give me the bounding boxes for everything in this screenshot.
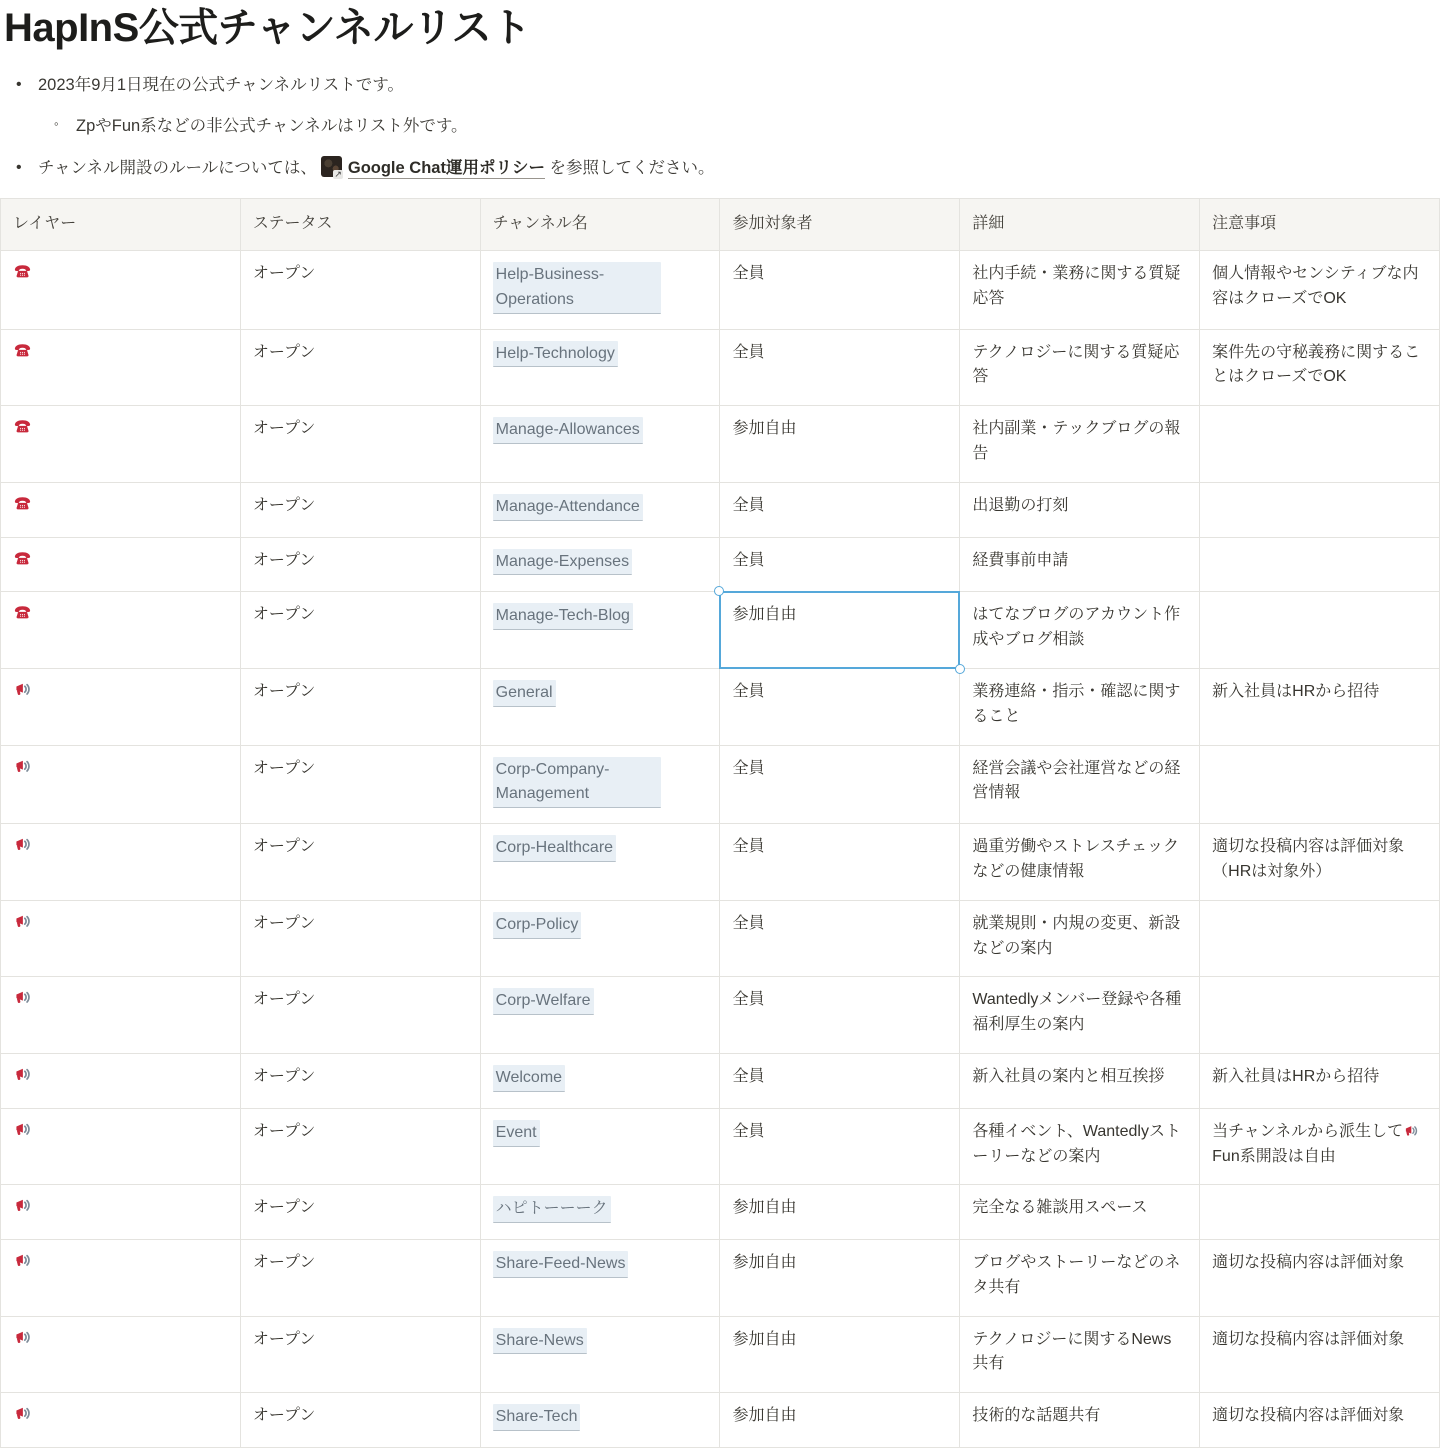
telephone-icon — [13, 603, 32, 622]
cell-status[interactable]: オープン — [240, 668, 480, 745]
cell-note[interactable]: 当チャンネルから派生してFun系開設は自由 — [1200, 1108, 1440, 1185]
cell-channel-name[interactable] — [480, 250, 720, 329]
telephone-icon — [13, 341, 32, 360]
channel-link[interactable]: Help-Technology — [493, 341, 618, 368]
bullet-text — [38, 155, 1440, 181]
cell-detail[interactable]: 完全なる雑談用スペース — [960, 1185, 1200, 1240]
cell-channel-name[interactable] — [480, 482, 720, 537]
loudspeaker-icon — [1403, 1123, 1419, 1139]
cell-detail[interactable]: 就業規則・内規の変更、新設などの案内 — [960, 900, 1200, 977]
cell-note[interactable] — [1200, 1185, 1440, 1240]
table-row — [1, 406, 1440, 483]
cell-note[interactable]: 新入社員はHRから招待 — [1200, 668, 1440, 745]
cell-participants[interactable]: 参加自由 — [720, 1240, 960, 1317]
bullet-marker: ◦ — [54, 116, 59, 132]
cell-status[interactable]: オープン — [240, 329, 480, 406]
link-suffix-text: を参照してください。 — [544, 158, 715, 177]
column-header[interactable]: 参加対象者 — [720, 199, 960, 251]
cell-detail[interactable]: ブログやストーリーなどのネタ共有 — [960, 1240, 1200, 1317]
channel-link[interactable]: Corp-Policy — [493, 912, 582, 939]
channel-link[interactable]: Corp-Company-Management — [493, 757, 661, 809]
cell-detail[interactable]: 社内副業・テックブログの報告 — [960, 406, 1200, 483]
cell-note[interactable]: 案件先の守秘義務に関することはクローズでOK — [1200, 329, 1440, 406]
cell-participants[interactable]: 参加自由 — [720, 406, 960, 483]
page-link-icon — [321, 156, 342, 177]
cell-channel-name[interactable] — [480, 1108, 720, 1185]
cell-channel-name[interactable] — [480, 1316, 720, 1393]
cell-detail[interactable]: 社内手続・業務に関する質疑応答 — [960, 250, 1200, 329]
list-item — [16, 155, 1440, 181]
cell-status[interactable]: オープン — [240, 1185, 480, 1240]
cell-status[interactable]: オープン — [240, 745, 480, 824]
table-row — [1, 1053, 1440, 1108]
cell-participants[interactable]: 全員 — [720, 824, 960, 901]
loudspeaker-icon — [13, 757, 32, 776]
cell-note[interactable] — [1200, 482, 1440, 537]
loudspeaker-icon — [13, 1065, 32, 1084]
cell-layer[interactable] — [1, 329, 241, 406]
cell-participants[interactable]: 参加自由 — [720, 1185, 960, 1240]
cell-status[interactable]: オープン — [240, 1108, 480, 1185]
cell-status[interactable]: オープン — [240, 592, 480, 669]
channel-link[interactable]: Help-Business-Operations — [493, 262, 661, 314]
cell-participants[interactable]: 全員 — [720, 537, 960, 592]
cell-detail[interactable]: 新入社員の案内と相互挨拶 — [960, 1053, 1200, 1108]
telephone-icon — [13, 549, 32, 568]
cell-participants[interactable]: 全員 — [720, 668, 960, 745]
telephone-icon — [13, 262, 32, 281]
google-chat-policy-link[interactable]: Google Chat運用ポリシー — [347, 158, 545, 177]
channel-link[interactable]: Manage-Allowances — [493, 417, 643, 444]
channel-link[interactable]: Share-News — [493, 1328, 587, 1355]
list-item — [16, 72, 1440, 98]
loudspeaker-icon — [13, 912, 32, 931]
cell-detail[interactable]: 経費事前申請 — [960, 537, 1200, 592]
intro-bullet-list — [16, 72, 1440, 181]
link-prefix-text: チャンネル開設のルールについては、 — [38, 158, 317, 177]
table-row — [1, 482, 1440, 537]
channel-link[interactable]: ハピトーーーク — [493, 1196, 611, 1223]
column-header[interactable]: ステータス — [240, 199, 480, 251]
cell-note[interactable] — [1200, 592, 1440, 669]
cell-layer[interactable] — [1, 1053, 241, 1108]
table-header-row — [1, 199, 1440, 251]
cell-selection-outline — [719, 591, 960, 669]
cell-detail[interactable]: はてなブログのアカウント作成やブログ相談 — [960, 592, 1200, 669]
cell-layer[interactable] — [1, 1393, 241, 1448]
cell-participants[interactable]: 全員 — [720, 1108, 960, 1185]
table-row — [1, 977, 1440, 1054]
cell-status[interactable]: オープン — [240, 900, 480, 977]
cell-detail[interactable]: 過重労働やストレスチェックなどの健康情報 — [960, 824, 1200, 901]
cell-participants[interactable]: 全員 — [720, 482, 960, 537]
cell-layer[interactable] — [1, 592, 241, 669]
cell-layer[interactable] — [1, 668, 241, 745]
loudspeaker-icon — [13, 680, 32, 699]
bullet-text: 2023年9月1日現在の公式チャンネルリストです。 — [38, 76, 404, 94]
table-row — [1, 1393, 1440, 1448]
cell-detail[interactable]: 技術的な話題共有 — [960, 1393, 1200, 1448]
cell-participants[interactable]: 全員 — [720, 329, 960, 406]
cell-note[interactable]: 適切な投稿内容は評価対象 — [1200, 1393, 1440, 1448]
cell-layer[interactable] — [1, 537, 241, 592]
table-row — [1, 250, 1440, 329]
cell-channel-name[interactable] — [480, 668, 720, 745]
cell-layer[interactable] — [1, 1185, 241, 1240]
cell-status[interactable]: オープン — [240, 537, 480, 592]
cell-channel-name[interactable] — [480, 592, 720, 669]
loudspeaker-icon — [13, 1251, 32, 1270]
channel-table-body — [1, 250, 1440, 1447]
cell-note[interactable] — [1200, 537, 1440, 592]
cell-channel-name[interactable] — [480, 537, 720, 592]
cell-channel-name[interactable] — [480, 1240, 720, 1317]
cell-note[interactable]: 個人情報やセンシティブな内容はクローズでOK — [1200, 250, 1440, 329]
column-header[interactable]: 詳細 — [960, 199, 1200, 251]
table-row — [1, 1240, 1440, 1317]
cell-note[interactable] — [1200, 977, 1440, 1054]
loudspeaker-icon — [13, 1120, 32, 1139]
channel-link[interactable]: Manage-Attendance — [493, 494, 643, 521]
table-row — [1, 745, 1440, 824]
cell-layer[interactable] — [1, 900, 241, 977]
cell-note[interactable]: 適切な投稿内容は評価対象 — [1200, 1240, 1440, 1317]
cell-status[interactable]: オープン — [240, 482, 480, 537]
loudspeaker-icon — [13, 1196, 32, 1215]
channel-link[interactable]: Event — [493, 1120, 540, 1147]
table-row — [1, 537, 1440, 592]
cell-detail[interactable]: Wantedlyメンバー登録や各種福利厚生の案内 — [960, 977, 1200, 1054]
cell-status[interactable]: オープン — [240, 977, 480, 1054]
channel-link[interactable]: Share-Feed-News — [493, 1251, 629, 1278]
bullet-text: ZpやFun系などの非公式チャンネルはリスト外です。 — [76, 117, 468, 136]
table-row — [1, 592, 1440, 669]
channel-link[interactable]: Corp-Healthcare — [493, 835, 616, 862]
loudspeaker-icon — [13, 988, 32, 1007]
cell-participants[interactable]: 全員 — [720, 900, 960, 977]
telephone-icon — [13, 417, 32, 436]
cell-status[interactable]: オープン — [240, 824, 480, 901]
cell-channel-name[interactable] — [480, 824, 720, 901]
cell-channel-name[interactable] — [480, 977, 720, 1054]
channel-link[interactable]: Corp-Welfare — [493, 988, 594, 1015]
channel-link[interactable]: Manage-Expenses — [493, 549, 632, 576]
cell-layer[interactable] — [1, 745, 241, 824]
telephone-icon — [13, 494, 32, 513]
loudspeaker-icon — [13, 835, 32, 854]
cell-layer[interactable] — [1, 977, 241, 1054]
loudspeaker-icon — [13, 1328, 32, 1347]
column-header[interactable]: 注意事項 — [1200, 199, 1440, 251]
cell-detail[interactable]: 業務連絡・指示・確認に関すること — [960, 668, 1200, 745]
cell-channel-name[interactable] — [480, 406, 720, 483]
cell-detail[interactable]: 各種イベント、Wantedlyストーリーなどの案内 — [960, 1108, 1200, 1185]
channel-link[interactable]: General — [493, 680, 556, 707]
cell-note[interactable] — [1200, 745, 1440, 824]
channel-link[interactable]: Manage-Tech-Blog — [493, 603, 633, 630]
cell-channel-name[interactable] — [480, 1393, 720, 1448]
cell-channel-name[interactable] — [480, 900, 720, 977]
cell-channel-name[interactable] — [480, 329, 720, 406]
cell-layer[interactable] — [1, 406, 241, 483]
cell-participants[interactable]: 全員 — [720, 977, 960, 1054]
table-row — [1, 329, 1440, 406]
channel-table — [0, 198, 1440, 1448]
table-row — [1, 1316, 1440, 1393]
table-row — [1, 1108, 1440, 1185]
cell-participants[interactable]: 参加自由 — [720, 592, 960, 669]
cell-layer[interactable] — [1, 1240, 241, 1317]
cell-channel-name[interactable] — [480, 1185, 720, 1240]
table-row — [1, 668, 1440, 745]
cell-detail[interactable]: 経営会議や会社運営などの経営情報 — [960, 745, 1200, 824]
cell-participants[interactable]: 全員 — [720, 250, 960, 329]
cell-participants[interactable]: 参加自由 — [720, 1393, 960, 1448]
cell-participants[interactable]: 参加自由 — [720, 1316, 960, 1393]
page-title: HapInS公式チャンネルリスト — [4, 6, 531, 50]
cell-status[interactable]: オープン — [240, 1053, 480, 1108]
cell-layer[interactable] — [1, 1316, 241, 1393]
selection-handle[interactable] — [714, 586, 724, 596]
table-row — [1, 824, 1440, 901]
channel-link[interactable]: Share-Tech — [493, 1404, 581, 1431]
column-header[interactable]: チャンネル名 — [480, 199, 720, 251]
list-item — [54, 113, 1440, 139]
cell-detail[interactable]: 出退勤の打刻 — [960, 482, 1200, 537]
bullet-marker: • — [16, 76, 22, 93]
cell-channel-name[interactable] — [480, 745, 720, 824]
channel-table-header — [1, 199, 1440, 251]
cell-note[interactable]: 適切な投稿内容は評価対象（HRは対象外） — [1200, 824, 1440, 901]
cell-status[interactable]: オープン — [240, 1316, 480, 1393]
cell-detail[interactable]: テクノロジーに関する質疑応答 — [960, 329, 1200, 406]
cell-layer[interactable] — [1, 250, 241, 329]
cell-status[interactable]: オープン — [240, 406, 480, 483]
cell-status[interactable]: オープン — [240, 250, 480, 329]
cell-layer[interactable] — [1, 1108, 241, 1185]
cell-channel-name[interactable] — [480, 1053, 720, 1108]
cell-participants[interactable]: 全員 — [720, 745, 960, 824]
cell-status[interactable]: オープン — [240, 1240, 480, 1317]
cell-layer[interactable] — [1, 824, 241, 901]
column-header[interactable]: レイヤー — [1, 199, 241, 251]
bullet-marker: • — [16, 158, 22, 176]
cell-note[interactable]: 新入社員はHRから招待 — [1200, 1053, 1440, 1108]
table-row — [1, 900, 1440, 977]
cell-participants[interactable]: 全員 — [720, 1053, 960, 1108]
channel-link[interactable]: Welcome — [493, 1065, 565, 1092]
cell-layer[interactable] — [1, 482, 241, 537]
cell-status[interactable]: オープン — [240, 1393, 480, 1448]
cell-note[interactable]: 適切な投稿内容は評価対象 — [1200, 1316, 1440, 1393]
cell-note[interactable] — [1200, 900, 1440, 977]
cell-detail[interactable]: テクノロジーに関するNews共有 — [960, 1316, 1200, 1393]
table-row — [1, 1185, 1440, 1240]
cell-note[interactable] — [1200, 406, 1440, 483]
